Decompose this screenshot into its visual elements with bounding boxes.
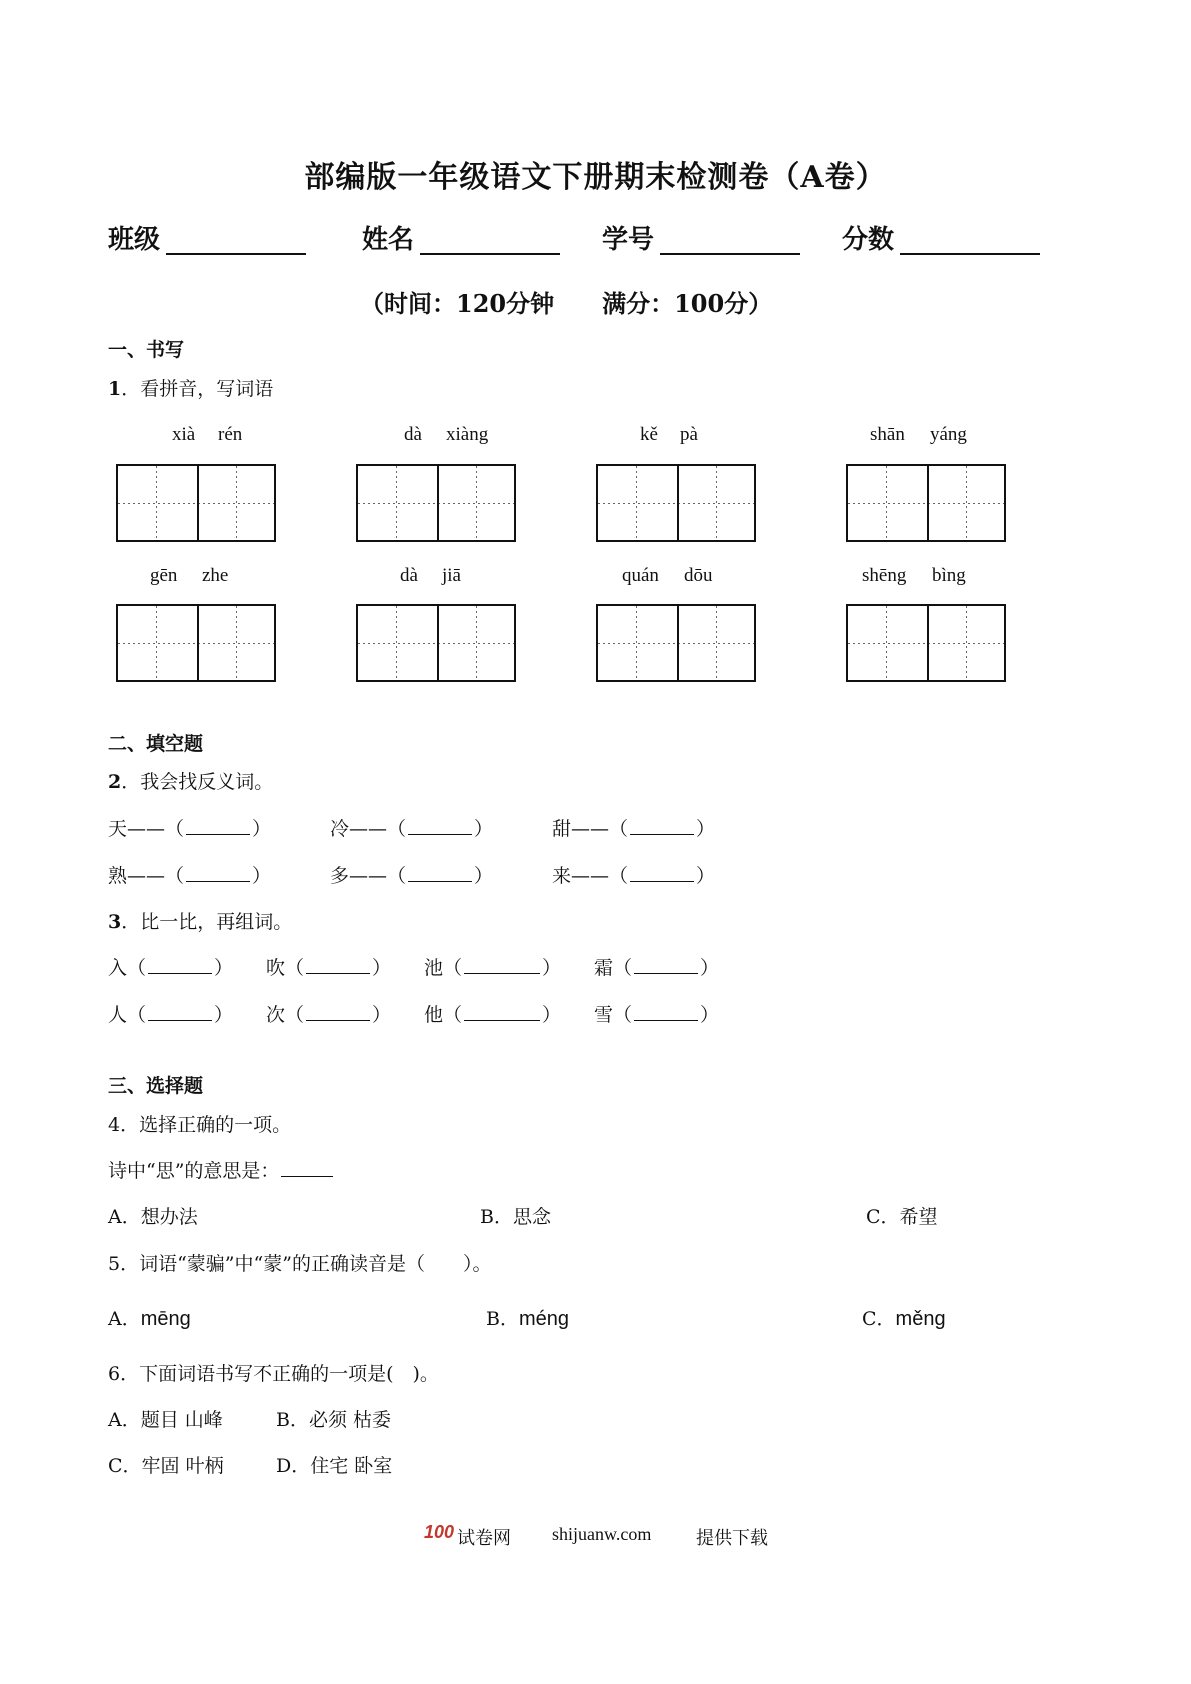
student-id-field[interactable]: [660, 253, 800, 255]
pinyin: gēn: [150, 565, 178, 586]
download-note: 提供下载: [696, 1528, 768, 1549]
question-4-prompt: 诗中“思”的意思是：: [108, 1156, 335, 1183]
pinyin: xià: [172, 424, 196, 445]
antonym-item: 冷——（ ）: [330, 818, 494, 840]
time-and-score-info: （时间：120分钟 满分：100分）: [360, 289, 773, 318]
writing-grid[interactable]: [596, 604, 756, 682]
antonym-item: 天——（ ）: [108, 818, 272, 840]
writing-grid[interactable]: [596, 464, 756, 542]
writing-grid[interactable]: [356, 464, 516, 542]
compare-item: 霜（ ）: [594, 957, 720, 979]
site-domain[interactable]: shijuanw.com: [552, 1524, 652, 1544]
antonym-item: 熟——（ ）: [108, 865, 272, 887]
class-field[interactable]: [166, 253, 306, 255]
section-heading-multiple-choice: 三、选择题: [108, 1075, 204, 1097]
pinyin: zhe: [202, 565, 229, 586]
question-4: 4．选择正确的一项。: [108, 1114, 292, 1136]
score-field[interactable]: [900, 253, 1040, 255]
pinyin: jiā: [442, 565, 461, 586]
question-2-text: ．我会找反义词。: [121, 771, 274, 793]
option-d[interactable]: D．住宅 卧室: [276, 1455, 393, 1477]
answer-blank[interactable]: [464, 955, 540, 974]
class-label: 班级: [108, 225, 161, 255]
pinyin: rén: [218, 424, 243, 445]
site-name: 试卷网: [457, 1528, 511, 1549]
writing-grid[interactable]: [116, 464, 276, 542]
antonym-item: 来——（ ）: [552, 865, 716, 887]
question-2-number: 2: [108, 771, 122, 793]
question-1: [108, 374, 273, 401]
answer-blank[interactable]: [408, 863, 472, 882]
student-id-label: 学号: [602, 225, 655, 255]
option-b[interactable]: B．必须 枯委: [276, 1409, 392, 1431]
answer-blank[interactable]: [634, 1002, 698, 1021]
pinyin: dà: [404, 424, 422, 445]
answer-blank[interactable]: [630, 863, 694, 882]
score-label: 分数: [842, 225, 895, 255]
question-3-text: ．比一比，再组词。: [121, 911, 293, 933]
pinyin: yáng: [930, 424, 967, 445]
option-b[interactable]: B．思念: [480, 1206, 551, 1228]
question-1-text: ．看拼音，写词语: [121, 378, 274, 400]
option-c[interactable]: C．牢固 叶柄: [108, 1455, 224, 1477]
option-a[interactable]: A．题目 山峰: [108, 1409, 223, 1431]
pinyin: kě: [640, 424, 658, 445]
answer-blank[interactable]: [630, 816, 694, 835]
compare-item: 雪（ ）: [594, 1004, 720, 1026]
compare-item: 人（ ）: [108, 1004, 234, 1026]
compare-item: 次（ ）: [266, 1004, 392, 1026]
answer-blank[interactable]: [281, 1158, 333, 1177]
section-heading-fill-in: 二、填空题: [108, 733, 204, 755]
answer-blank[interactable]: [408, 816, 472, 835]
answer-blank[interactable]: [148, 1002, 212, 1021]
answer-blank[interactable]: [186, 863, 250, 882]
page-title: 部编版一年级语文下册期末检测卷（A卷）: [304, 160, 887, 195]
name-field[interactable]: [420, 253, 560, 255]
writing-grid[interactable]: [116, 604, 276, 682]
pinyin: dōu: [684, 565, 713, 586]
pinyin: xiàng: [446, 424, 489, 445]
pinyin: shēng: [862, 565, 907, 586]
option-a[interactable]: A．mēng: [108, 1308, 191, 1330]
pinyin: dà: [400, 565, 418, 586]
compare-item: 吹（ ）: [266, 957, 392, 979]
question-6: 6．下面词语书写不正确的一项是( )。: [108, 1363, 439, 1385]
answer-blank[interactable]: [306, 1002, 370, 1021]
writing-grid[interactable]: [846, 604, 1006, 682]
antonym-item: 多——（ ）: [330, 865, 494, 887]
question-5: 5．词语“蒙骗”中“蒙”的正确读音是（ ）。: [108, 1253, 492, 1275]
section-heading-writing: 一、书写: [108, 339, 185, 361]
option-a[interactable]: A．想办法: [108, 1206, 198, 1228]
answer-blank[interactable]: [186, 816, 250, 835]
site-logo: 100: [424, 1522, 455, 1542]
answer-blank[interactable]: [306, 955, 370, 974]
compare-item: 他（ ）: [424, 1004, 562, 1026]
pinyin: bìng: [932, 565, 966, 586]
writing-grid[interactable]: [356, 604, 516, 682]
pinyin: pà: [680, 424, 698, 445]
question-1-number: 1: [108, 378, 122, 400]
option-b[interactable]: B．méng: [486, 1308, 569, 1330]
name-label: 姓名: [362, 225, 415, 255]
pinyin: shān: [870, 424, 905, 445]
option-c[interactable]: C．měng: [862, 1308, 946, 1330]
writing-grid[interactable]: [846, 464, 1006, 542]
antonym-item: 甜——（ ）: [552, 818, 716, 840]
question-3-number: 3: [108, 911, 122, 933]
answer-blank[interactable]: [464, 1002, 540, 1021]
option-c[interactable]: C．希望: [866, 1206, 938, 1228]
pinyin: quán: [622, 565, 659, 586]
question-3: [108, 907, 292, 934]
answer-blank[interactable]: [148, 955, 212, 974]
answer-blank[interactable]: [634, 955, 698, 974]
compare-item: 池（ ）: [424, 957, 562, 979]
compare-item: 入（ ）: [108, 957, 234, 979]
question-2: [108, 767, 273, 794]
